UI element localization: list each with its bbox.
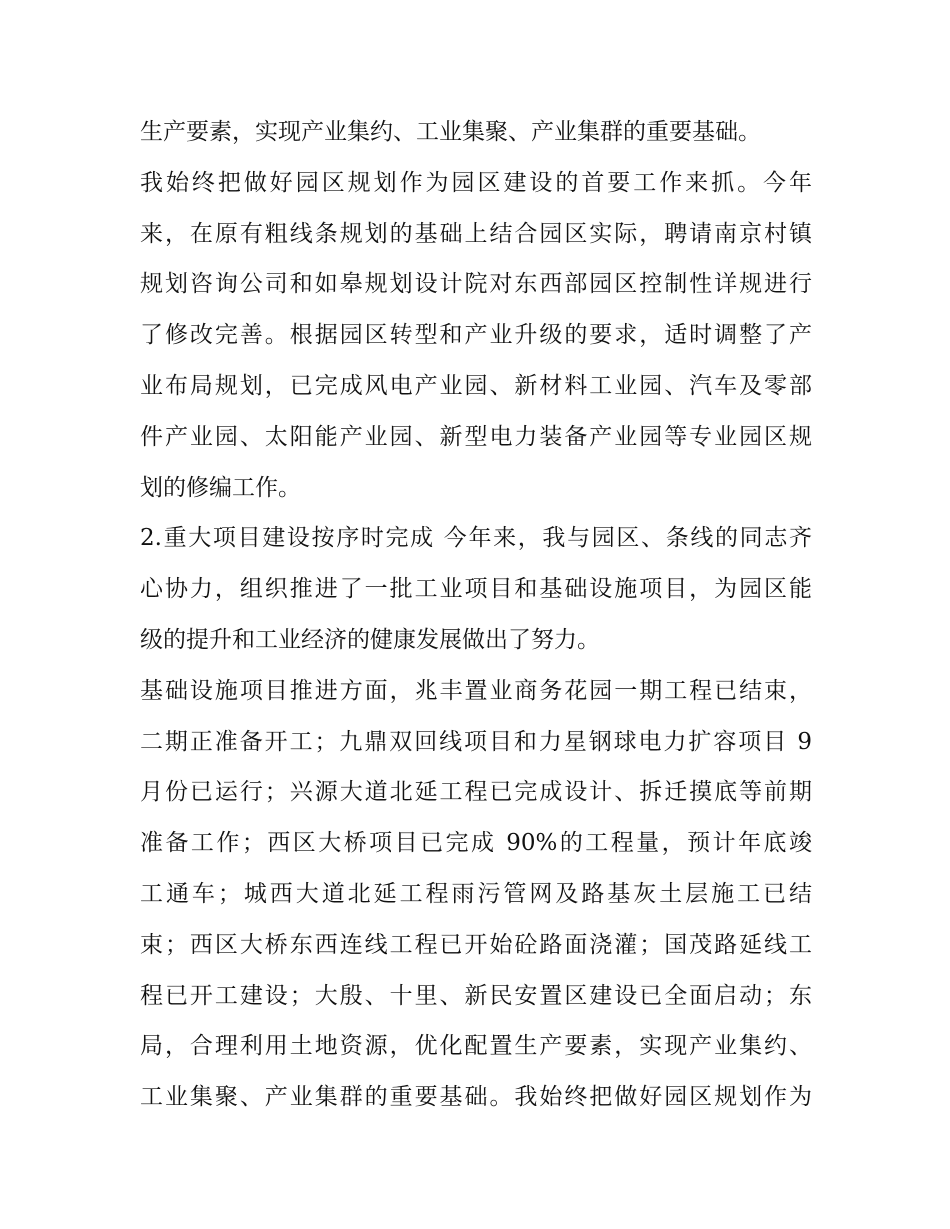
text-line: 规划咨询公司和如皋规划设计院对东西部园区控制性详规进行 xyxy=(140,271,812,298)
text-line: 准备工作；西区大桥项目已完成 90%的工程量，预计年底竣 xyxy=(140,830,812,857)
text-line: 来，在原有粗线条规划的基础上结合园区实际，聘请南京村镇 xyxy=(140,220,812,247)
text-line: 划的修编工作。 xyxy=(140,474,301,501)
text-line: 二期正准备开工；九鼎双回线项目和力星钢球电力扩容项目 9 xyxy=(140,728,812,755)
text-line: 生产要素，实现产业集约、工业集聚、产业集群的重要基础。 xyxy=(140,119,761,145)
text-line: 级的提升和工业经济的健康发展做出了努力。 xyxy=(140,626,600,653)
text-line: 束；西区大桥东西连线工程已开始砼路面浇灌；国茂路延线工 xyxy=(140,931,812,958)
text-line: 工业集聚、产业集群的重要基础。我始终把做好园区规划作为 xyxy=(140,1084,812,1111)
text-line: 了修改完善。根据园区转型和产业升级的要求，适时调整了产 xyxy=(140,322,812,349)
text-line: 我始终把做好园区规划作为园区建设的首要工作来抓。今年 xyxy=(140,169,812,196)
text-line: 件产业园、太阳能产业园、新型电力装备产业园等专业园区规 xyxy=(140,423,812,450)
text-line: 业布局规划，已完成风电产业园、新材料工业园、汽车及零部 xyxy=(140,372,812,399)
text-line: 程已开工建设；大殷、十里、新民安置区建设已全面启动；东 xyxy=(140,982,812,1009)
text-line: 基础设施项目推进方面，兆丰置业商务花园一期工程已结束， xyxy=(140,677,812,704)
body-text xyxy=(140,107,812,1123)
text-line: 2.重大项目建设按序时完成 今年来，我与园区、条线的同志齐 xyxy=(140,525,812,552)
text-line: 月份已运行；兴源大道北延工程已完成设计、拆迁摸底等前期 xyxy=(140,779,812,806)
text-line: 心协力，组织推进了一批工业项目和基础设施项目，为园区能 xyxy=(140,576,812,603)
text-line: 局，合理利用土地资源，优化配置生产要素，实现产业集约、 xyxy=(140,1033,812,1060)
text-line: 工通车；城西大道北延工程雨污管网及路基灰土层施工已结 xyxy=(140,880,812,907)
